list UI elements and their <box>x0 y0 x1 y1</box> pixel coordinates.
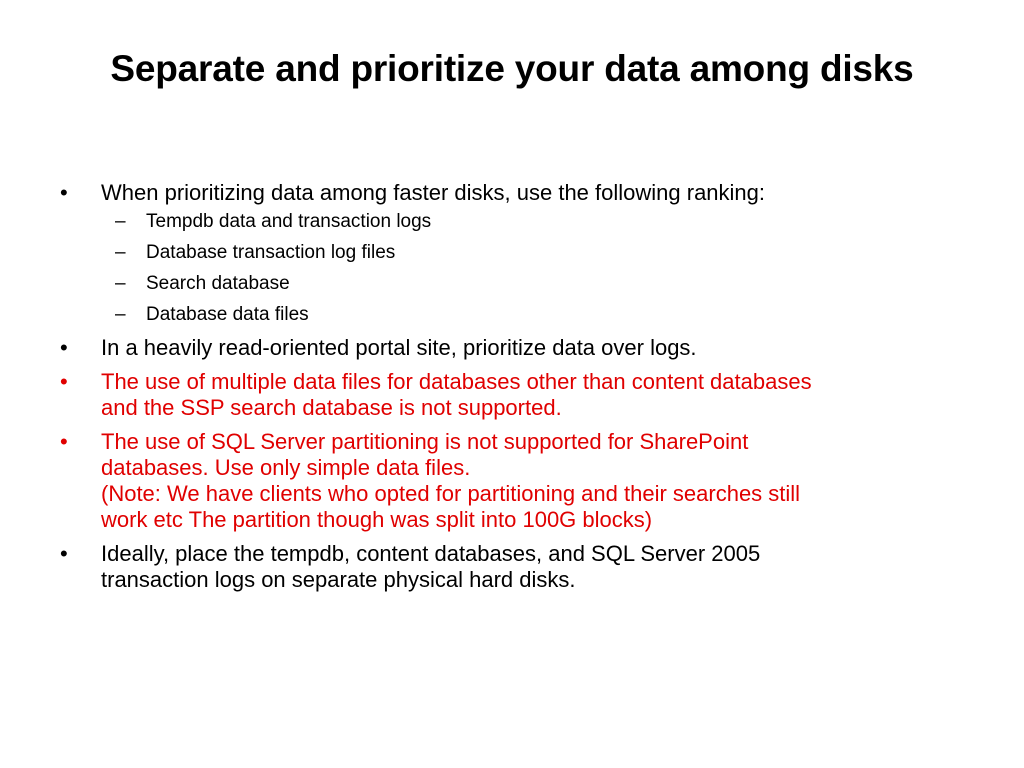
bullet-icon: • <box>60 180 68 205</box>
note-text-line: (Note: We have clients who opted for partitioning and their searches still <box>101 481 801 506</box>
bullet-icon: • <box>60 369 68 394</box>
sub-item <box>101 241 960 265</box>
bullet-text: In a heavily read-oriented portal site, prioritize data over logs. <box>101 335 697 360</box>
bullet-text-line: The use of multiple data files for databases other than content databases <box>101 369 812 394</box>
sub-item-text: Database data files <box>146 304 309 325</box>
bullet-text-line: and the SSP search database is not supported. <box>101 395 562 420</box>
bullet-item-multiple-data-files <box>60 369 960 421</box>
sub-item <box>101 272 960 296</box>
bullet-text-line: Ideally, place the tempdb, content databases, and SQL Server 2005 <box>101 541 761 566</box>
sub-item-text: Tempdb data and transaction logs <box>146 211 432 232</box>
note-text-line: work etc The partition though was split into 100G blocks) <box>101 507 653 532</box>
dash-icon: – <box>115 242 126 263</box>
dash-icon: – <box>115 211 126 232</box>
bullet-text-line: databases. Use only simple data files. <box>101 455 471 480</box>
dash-icon: – <box>115 273 126 294</box>
bullet-icon: • <box>60 541 68 566</box>
bullet-icon: • <box>60 335 68 360</box>
bullet-list <box>60 180 960 601</box>
sub-item <box>101 303 960 327</box>
bullet-text: When prioritizing data among faster disks, use the following ranking: <box>101 180 766 205</box>
dash-icon: – <box>115 304 126 325</box>
sub-list <box>101 210 960 327</box>
bullet-text-line: transaction logs on separate physical hard disks. <box>101 567 576 592</box>
sub-item <box>101 210 960 234</box>
sub-item-text: Database transaction log files <box>146 242 396 263</box>
bullet-item-ranking <box>60 180 960 327</box>
bullet-item-partitioning <box>60 429 960 533</box>
bullet-text-line: The use of SQL Server partitioning is not supported for SharePoint <box>101 429 749 454</box>
bullet-icon: • <box>60 429 68 454</box>
slide-title: Separate and prioritize your data among disks <box>110 48 914 89</box>
sub-item-text: Search database <box>146 273 290 294</box>
bullet-item-read-oriented <box>60 335 960 361</box>
bullet-item-separate-disks <box>60 541 960 593</box>
